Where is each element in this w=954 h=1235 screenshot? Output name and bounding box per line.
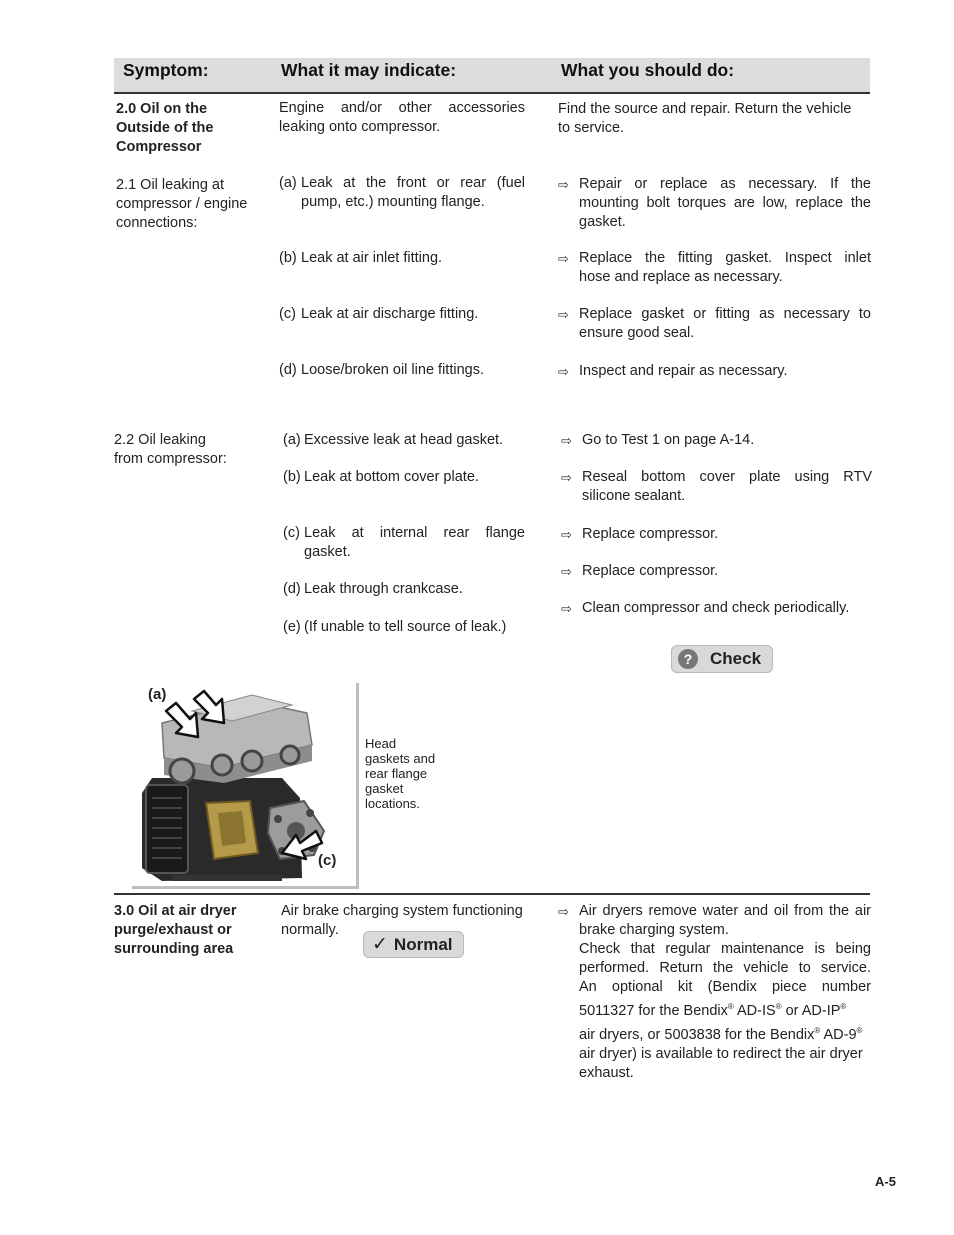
- registered-mark: ®: [775, 1002, 782, 1011]
- text-line: Engine and/or other accessories: [279, 100, 525, 116]
- item-label: (c): [283, 525, 300, 541]
- header-indicate: What it may indicate:: [281, 60, 457, 80]
- figure-caption: [365, 736, 455, 811]
- text-line: to service.: [558, 120, 625, 136]
- page-number: A-5: [875, 1174, 896, 1189]
- action-item: [561, 525, 872, 545]
- text-line: Go to Test 1 on page A-14.: [582, 432, 755, 448]
- text-line: Leak at bottom cover plate.: [304, 469, 479, 485]
- text-line: Replace gasket or fitting as necessary to: [579, 306, 871, 322]
- text-span: 5011327 for the Bendix: [579, 1002, 728, 1019]
- title-line: surrounding area: [114, 941, 234, 957]
- text-line: Find the source and repair. Return the vehicle: [558, 101, 852, 117]
- text-line: Replace compressor.: [582, 526, 719, 542]
- text-line: Clean compressor and check periodically.: [582, 600, 850, 616]
- title-line: Outside of the: [116, 120, 214, 136]
- arrow-right-icon: ⇨: [561, 527, 572, 542]
- list-item: [279, 174, 525, 214]
- title-line: 2.0 Oil on the: [116, 101, 208, 117]
- item-label: (a): [283, 432, 301, 448]
- caption-line: gaskets and: [365, 751, 436, 766]
- arrow-right-icon: ⇨: [558, 251, 569, 266]
- figure-label-c: (c): [318, 852, 337, 869]
- action-item: [561, 468, 872, 508]
- registered-mark: ®: [814, 1025, 821, 1035]
- section-2-0-todo: [558, 100, 871, 138]
- text-line: air dryer) is available to redirect the air dryer: [579, 1045, 863, 1062]
- text-line: An optional kit (Bendix piece number: [579, 979, 871, 995]
- text-line: exhaust.: [579, 1064, 634, 1081]
- figure-label-a: (a): [148, 686, 167, 703]
- title-line: compressor / engine: [116, 196, 248, 212]
- text-line: pump, etc.) mounting flange.: [301, 194, 485, 210]
- caption-line: rear flange: [365, 766, 428, 781]
- text-line: brake charging system.: [579, 922, 729, 938]
- question-icon: ?: [678, 649, 698, 669]
- item-label: (d): [283, 581, 301, 597]
- text-line: Air brake charging system functioning: [281, 903, 523, 919]
- item-label: (b): [283, 469, 301, 485]
- header-todo: What you should do:: [561, 60, 735, 80]
- text-line: normally.: [281, 922, 339, 938]
- action-item: [561, 431, 872, 451]
- text-line: Leak at air discharge fitting.: [301, 306, 479, 322]
- arrow-right-icon: ⇨: [561, 564, 572, 579]
- text-line: gasket.: [304, 544, 351, 560]
- text-span: air dryers, or 5003838 for the Bendix: [579, 1026, 815, 1043]
- arrow-right-icon: ⇨: [561, 470, 572, 485]
- caption-line: Head: [365, 736, 397, 751]
- arrow-right-icon: ⇨: [561, 433, 572, 448]
- item-label: (e): [283, 619, 301, 635]
- text-line: Excessive leak at head gasket.: [304, 432, 504, 448]
- action-item: [558, 175, 871, 235]
- text-line: (If unable to tell source of leak.): [304, 619, 507, 635]
- text-line: Replace the fitting gasket. Inspect inlet: [579, 250, 871, 266]
- arrow-right-icon: ⇨: [558, 307, 569, 322]
- checkmark-icon: ✓: [372, 934, 388, 955]
- title-line: Compressor: [116, 139, 202, 155]
- action-item: [558, 249, 871, 289]
- arrow-right-icon: ⇨: [558, 364, 569, 379]
- section-2-2-title: [114, 431, 269, 469]
- arrow-right-icon: ⇨: [561, 601, 572, 616]
- section-divider: [114, 893, 870, 895]
- list-item: [283, 524, 525, 564]
- title-line: 2.1 Oil leaking at: [116, 177, 225, 193]
- header-symptom: Symptom:: [123, 60, 209, 80]
- action-item: [558, 902, 871, 1081]
- check-badge-label: Check: [710, 649, 762, 668]
- section-2-1-title: [116, 176, 271, 233]
- caption-line: gasket: [365, 781, 404, 796]
- action-item: [558, 362, 871, 382]
- normal-badge: [363, 931, 464, 958]
- text-line: Leak through crankcase.: [304, 581, 463, 597]
- action-item: [561, 599, 872, 619]
- section-3-0-title: [114, 902, 274, 959]
- text-span: AD-9: [820, 1026, 857, 1043]
- text-line: Repair or replace as necessary. If the: [579, 176, 871, 192]
- check-badge: [671, 645, 773, 673]
- title-line: purge/exhaust or: [114, 922, 232, 938]
- item-label: (d): [279, 362, 297, 378]
- action-item: [558, 305, 871, 345]
- title-line: from compressor:: [114, 451, 227, 467]
- text-line: Reseal bottom cover plate using RTV: [582, 469, 872, 485]
- text-line: silicone sealant.: [582, 488, 686, 504]
- item-label: (b): [279, 250, 297, 266]
- text-line: ensure good seal.: [579, 325, 695, 341]
- text-line: Leak at internal rear flange: [304, 525, 525, 541]
- text-line: Leak at the front or rear (fuel: [301, 175, 525, 191]
- item-label: (c): [279, 306, 296, 322]
- text-line: Air dryers remove water and oil from the air: [579, 903, 871, 919]
- section-2-0-title: [116, 100, 266, 157]
- title-line: 3.0 Oil at air dryer: [114, 903, 237, 919]
- arrow-right-icon: ⇨: [558, 904, 569, 919]
- text-line: performed. Return the vehicle to service.: [579, 960, 871, 976]
- title-line: connections:: [116, 215, 198, 231]
- text-line: Inspect and repair as necessary.: [579, 363, 788, 379]
- caption-line: locations.: [365, 796, 420, 811]
- title-line: 2.2 Oil leaking: [114, 432, 206, 448]
- kit-line-2: [579, 1021, 871, 1045]
- normal-badge-label: Normal: [393, 934, 453, 954]
- text-line: hose and replace as necessary.: [579, 269, 783, 285]
- registered-mark: ®: [727, 1002, 734, 1011]
- kit-line-1: [579, 997, 871, 1021]
- text-line: Replace compressor.: [582, 563, 719, 579]
- text-line: Leak at air inlet fitting.: [301, 250, 443, 266]
- table-header-bar: [114, 58, 870, 94]
- text-span: AD-IS: [733, 1002, 776, 1019]
- text-span: or AD-IP: [781, 1002, 841, 1019]
- item-label: (a): [279, 175, 297, 191]
- arrow-right-icon: ⇨: [558, 177, 569, 192]
- section-2-0-indicate: [279, 99, 525, 137]
- text-line: gasket.: [579, 214, 626, 230]
- action-item: [561, 562, 872, 582]
- text-line: leaking onto compressor.: [279, 119, 441, 135]
- registered-mark: ®: [840, 1002, 847, 1011]
- text-line: Loose/broken oil line fittings.: [301, 362, 484, 378]
- text-line: Check that regular maintenance is being: [579, 941, 871, 957]
- registered-mark: ®: [856, 1025, 863, 1035]
- text-line: mounting bolt torques are low, replace the: [579, 195, 871, 211]
